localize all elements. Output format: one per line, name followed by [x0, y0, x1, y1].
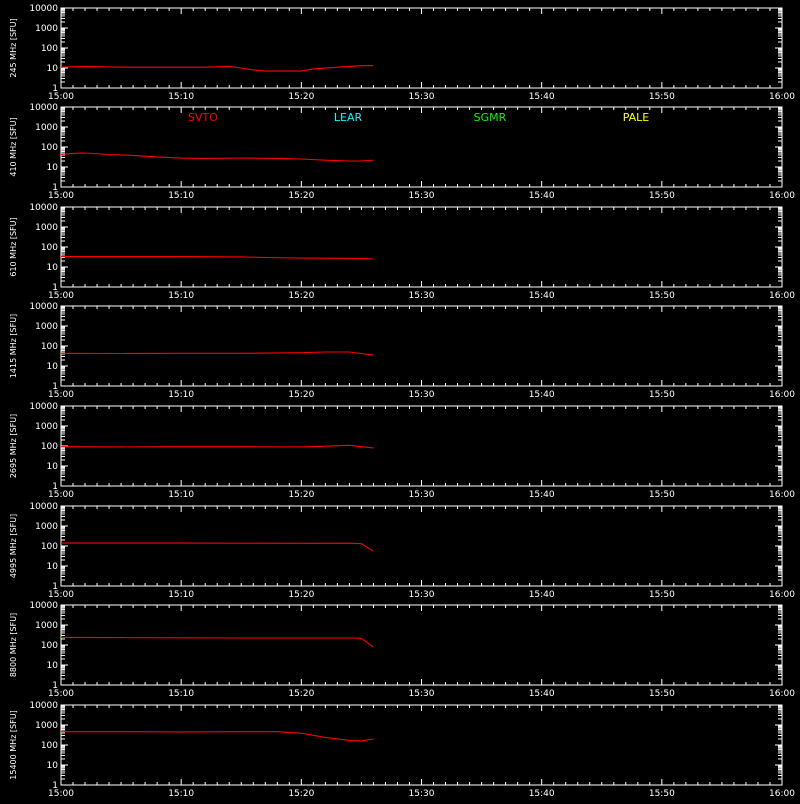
- y-tick-label: 1000: [35, 621, 58, 631]
- x-tick-label: 15:30: [408, 291, 435, 301]
- y-tick-label: 10: [46, 64, 58, 74]
- y-tick-label: 10: [46, 761, 58, 771]
- x-tick-label: 16:00: [769, 390, 795, 400]
- y-tick-label: 10: [46, 163, 58, 173]
- y-tick-label: 10000: [29, 4, 58, 14]
- x-tick-label: 15:00: [48, 390, 74, 400]
- panel-axes-2: [61, 207, 782, 287]
- x-tick-label: 15:50: [648, 390, 675, 400]
- y-tick-label: 1: [52, 482, 58, 492]
- y-tick-label: 1: [52, 681, 58, 691]
- x-tick-label: 16:00: [769, 490, 795, 500]
- y-tick-label: 100: [40, 641, 58, 651]
- y-tick-label: 1000: [35, 422, 58, 432]
- x-tick-label: 15:20: [288, 689, 315, 699]
- x-tick-label: 15:20: [288, 789, 315, 799]
- x-tick-label: 15:00: [48, 689, 74, 699]
- x-tick-label: 15:10: [168, 689, 195, 699]
- x-tick-label: 15:50: [648, 590, 675, 600]
- y-tick-label: 1: [52, 781, 58, 791]
- x-tick-label: 15:50: [648, 191, 675, 201]
- y-tick-label: 100: [40, 44, 58, 54]
- legend-lear: LEAR: [333, 111, 363, 124]
- y-tick-label: 1: [52, 283, 58, 293]
- panel-axes-6: [61, 605, 782, 685]
- x-tick-label: 16:00: [769, 689, 795, 699]
- legend-pale: PALE: [622, 111, 650, 124]
- y-axis-label: 245 MHz [SFU]: [9, 18, 18, 78]
- series-line-svto: [61, 66, 373, 71]
- y-tick-label: 1000: [35, 721, 58, 731]
- series-line-svto: [61, 732, 373, 741]
- y-tick-label: 1000: [35, 322, 58, 332]
- x-tick-label: 15:20: [288, 191, 315, 201]
- x-tick-label: 15:00: [48, 92, 74, 102]
- series-line-svto: [61, 445, 373, 448]
- panel-axes-1: [61, 107, 782, 187]
- panel-axes-7: [61, 705, 782, 785]
- series-line-svto: [61, 543, 373, 551]
- x-tick-label: 15:30: [408, 789, 435, 799]
- y-tick-label: 1000: [35, 123, 58, 133]
- x-tick-label: 15:00: [48, 191, 74, 201]
- x-tick-label: 15:50: [648, 92, 675, 102]
- y-tick-label: 1: [52, 84, 58, 94]
- panel-axes-3: [61, 306, 782, 386]
- series-line-svto: [61, 352, 373, 355]
- x-tick-label: 15:50: [648, 789, 675, 799]
- x-tick-label: 15:50: [648, 490, 675, 500]
- x-tick-label: 15:40: [528, 689, 555, 699]
- panel-axes-4: [61, 406, 782, 486]
- y-tick-label: 1000: [35, 24, 58, 34]
- x-tick-label: 15:10: [168, 92, 195, 102]
- x-tick-label: 15:20: [288, 291, 315, 301]
- legend-sgmr: SGMR: [473, 111, 507, 124]
- x-tick-label: 15:10: [168, 789, 195, 799]
- x-tick-label: 16:00: [769, 291, 795, 301]
- y-tick-label: 1: [52, 183, 58, 193]
- x-tick-label: 15:40: [528, 789, 555, 799]
- y-axis-label: 4995 MHz [SFU]: [9, 513, 18, 579]
- series-line-svto: [61, 637, 373, 647]
- legend-svto: SVTO: [188, 111, 218, 124]
- y-tick-label: 100: [40, 741, 58, 751]
- x-tick-label: 15:20: [288, 590, 315, 600]
- x-tick-label: 15:40: [528, 291, 555, 301]
- x-tick-label: 15:40: [528, 92, 555, 102]
- x-tick-label: 15:00: [48, 590, 74, 600]
- y-tick-label: 10000: [29, 402, 58, 412]
- y-tick-label: 10: [46, 562, 58, 572]
- x-tick-label: 16:00: [769, 789, 795, 799]
- y-tick-label: 10000: [29, 502, 58, 512]
- x-tick-label: 15:50: [648, 291, 675, 301]
- panel-axes-5: [61, 506, 782, 586]
- x-tick-label: 15:30: [408, 490, 435, 500]
- y-tick-label: 100: [40, 442, 58, 452]
- y-tick-label: 10000: [29, 103, 58, 113]
- x-tick-label: 15:10: [168, 191, 195, 201]
- y-tick-label: 1: [52, 382, 58, 392]
- x-tick-label: 15:00: [48, 490, 74, 500]
- x-tick-label: 15:40: [528, 390, 555, 400]
- x-tick-label: 16:00: [769, 191, 795, 201]
- y-tick-label: 10: [46, 263, 58, 273]
- y-tick-label: 10000: [29, 701, 58, 711]
- y-tick-label: 10000: [29, 203, 58, 213]
- x-tick-label: 15:40: [528, 191, 555, 201]
- x-tick-label: 15:40: [528, 490, 555, 500]
- y-tick-label: 100: [40, 342, 58, 352]
- x-tick-label: 15:30: [408, 689, 435, 699]
- y-tick-label: 10: [46, 661, 58, 671]
- x-tick-label: 15:10: [168, 390, 195, 400]
- y-axis-label: 410 MHz [SFU]: [9, 117, 18, 177]
- y-axis-label: 610 MHz [SFU]: [9, 217, 18, 277]
- x-tick-label: 16:00: [769, 590, 795, 600]
- x-tick-label: 15:40: [528, 590, 555, 600]
- y-tick-label: 1000: [35, 223, 58, 233]
- x-tick-label: 15:30: [408, 390, 435, 400]
- y-tick-label: 100: [40, 143, 58, 153]
- y-tick-label: 10000: [29, 601, 58, 611]
- y-tick-label: 100: [40, 243, 58, 253]
- y-axis-label: 15400 MHz [SFU]: [9, 710, 18, 780]
- y-tick-label: 10: [46, 362, 58, 372]
- x-tick-label: 15:30: [408, 191, 435, 201]
- series-line-svto: [61, 153, 373, 161]
- panel-axes-0: [61, 8, 782, 88]
- y-axis-label: 2695 MHz [SFU]: [9, 413, 18, 479]
- y-tick-label: 1: [52, 582, 58, 592]
- x-tick-label: 15:30: [408, 92, 435, 102]
- x-tick-label: 15:20: [288, 92, 315, 102]
- y-tick-label: 10000: [29, 302, 58, 312]
- x-tick-label: 15:20: [288, 490, 315, 500]
- y-tick-label: 100: [40, 542, 58, 552]
- x-tick-label: 15:10: [168, 590, 195, 600]
- x-tick-label: 15:10: [168, 490, 195, 500]
- x-tick-label: 15:10: [168, 291, 195, 301]
- y-tick-label: 10: [46, 462, 58, 472]
- series-line-svto: [61, 257, 373, 259]
- x-tick-label: 15:00: [48, 789, 74, 799]
- x-tick-label: 16:00: [769, 92, 795, 102]
- y-axis-label: 1415 MHz [SFU]: [9, 313, 18, 379]
- y-tick-label: 1000: [35, 522, 58, 532]
- x-tick-label: 15:30: [408, 590, 435, 600]
- x-tick-label: 15:50: [648, 689, 675, 699]
- x-tick-label: 15:20: [288, 390, 315, 400]
- x-tick-label: 15:00: [48, 291, 74, 301]
- y-axis-label: 8800 MHz [SFU]: [9, 612, 18, 678]
